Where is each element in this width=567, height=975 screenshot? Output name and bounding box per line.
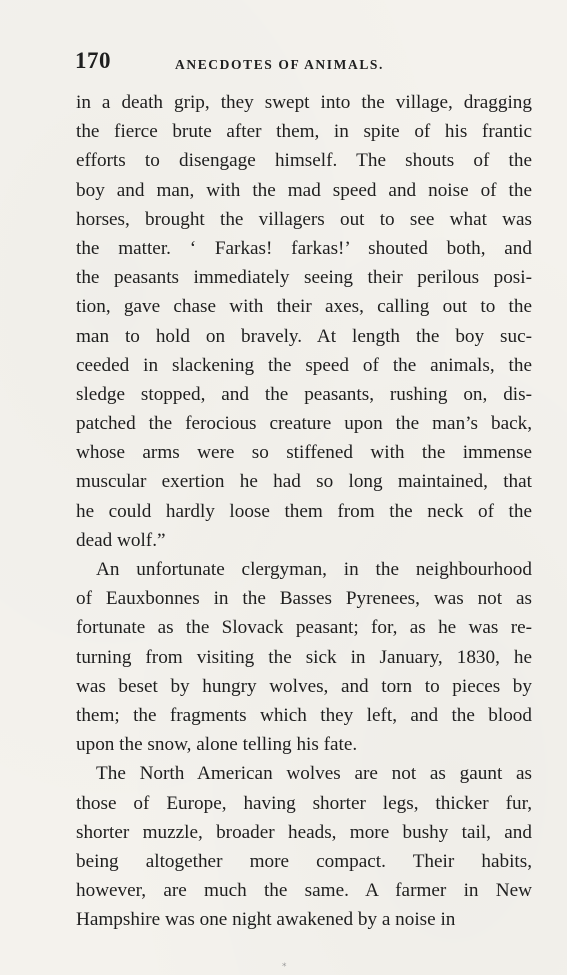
text-line: however, are much the same. A farmer in New [76, 880, 532, 902]
text-line: whose arms were so stiffened with the immense [76, 442, 532, 464]
text-line: ceeded in slackening the speed of the animals, the [76, 354, 532, 376]
text-line: horses, brought the villagers out to see what was [76, 208, 532, 230]
paragraph [76, 88, 532, 555]
text-line: was beset by hungry wolves, and torn to pieces by [76, 675, 532, 697]
text-line: dead wolf.” [76, 529, 166, 551]
body-text [76, 88, 532, 934]
text-line: being altogether more compact. Their habits, [76, 850, 532, 872]
page-number: 170 [75, 48, 111, 73]
text-line: the fierce brute after them, in spite of his frantic [76, 121, 532, 143]
page-speck: * [282, 962, 287, 972]
page-header [75, 48, 535, 80]
text-line: An unfortunate clergyman, in the neighbourhood [96, 559, 532, 580]
text-line: man to hold on bravely. At length the boy suc- [76, 325, 532, 347]
text-line: sledge stopped, and the peasants, rushing on, dis- [76, 383, 532, 405]
text-line: tion, gave chase with their axes, calling out to the [76, 296, 532, 318]
text-line: fortunate as the Slovack peasant; for, as he was re- [76, 617, 532, 639]
text-line: boy and man, with the mad speed and noise of the [76, 179, 532, 201]
paragraph [76, 555, 532, 759]
text-line: the peasants immediately seeing their perilous posi- [76, 267, 532, 289]
text-line: he could hardly loose them from the neck of the [76, 500, 532, 522]
text-line: shorter muzzle, broader heads, more bushy tail, and [76, 821, 532, 843]
text-line: those of Europe, having shorter legs, thicker fur, [76, 792, 532, 814]
text-line: patched the ferocious creature upon the man’s back, [76, 413, 532, 435]
text-line: upon the snow, alone telling his fate. [76, 734, 358, 756]
paragraph [76, 759, 532, 934]
running-title: ANECDOTES OF ANIMALS. [175, 57, 385, 72]
text-line: muscular exertion he had so long maintained, that [76, 471, 532, 493]
text-line: The North American wolves are not as gaunt as [96, 763, 532, 785]
text-line: Hampshire was one night awakened by a noise in [76, 909, 456, 931]
text-line: of Eauxbonnes in the Basses Pyrenees, was not as [76, 588, 532, 610]
text-line: turning from visiting the sick in January, 1830, he [76, 646, 532, 668]
text-line: in a death grip, they swept into the village, dragging [76, 92, 532, 113]
text-line: efforts to disengage himself. The shouts of the [76, 150, 532, 172]
text-line: the matter. ‘ Farkas! farkas!’ shouted both, and [76, 237, 532, 259]
text-line: them; the fragments which they left, and the blood [76, 704, 532, 726]
